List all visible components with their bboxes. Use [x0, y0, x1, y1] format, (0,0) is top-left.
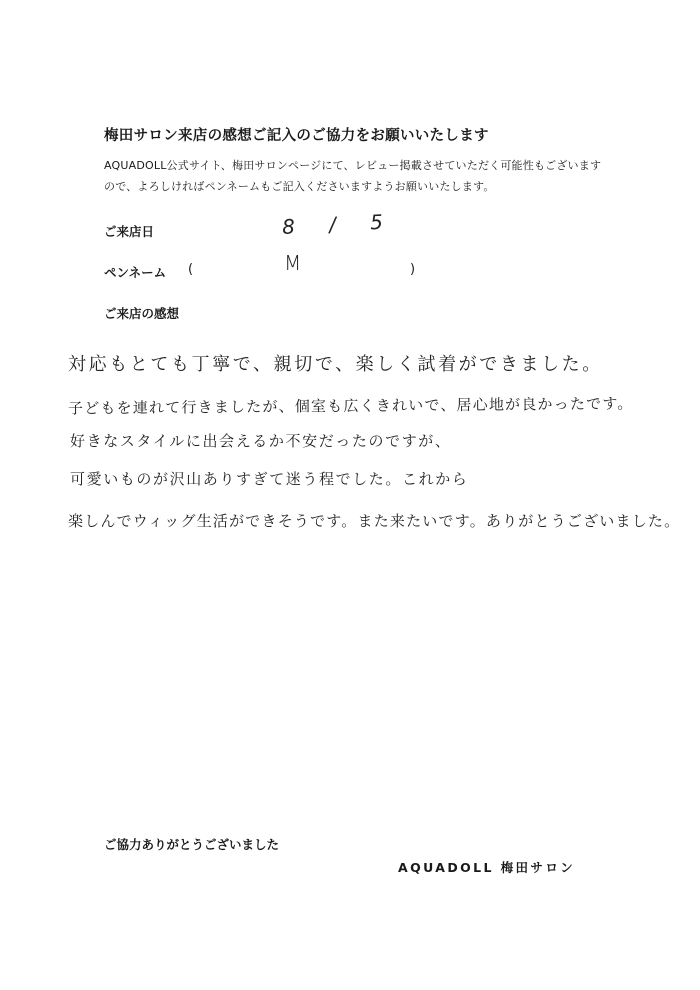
comment-line: 対応もとても丁寧で、親切で、楽しく試着ができました。: [68, 354, 603, 375]
comment-line: 楽しんでウィッグ生活ができそうです。また来たいです。ありがとうございました。: [68, 512, 681, 530]
penname-label: ペンネーム: [104, 265, 167, 280]
form-intro-text: AQUADOLL公式サイト、梅田サロンページにて、レビュー掲載させていただく可能性もございますので、よろしければペンネームもご記入くださいますようお願いいたします。: [104, 159, 602, 193]
penname-paren-open: (: [188, 262, 194, 277]
form-title: 梅田サロン来店の感想ご記入のご協力をお願いいたします: [104, 128, 489, 144]
closing-thanks: ご協力ありがとうございました: [104, 837, 280, 852]
comment-line: 好きなスタイルに出会えるか不安だったのですが、: [70, 432, 452, 450]
comment-line: 可愛いものが沢山ありすぎて迷う程でした。これから: [70, 470, 469, 488]
penname-handwritten-value: M: [284, 251, 302, 275]
comment-line: 子どもを連れて行きましたが、個室も広くきれいで、居心地が良かったです。: [67, 394, 634, 418]
visit-date-label: ご来店日: [104, 224, 155, 239]
salon-signature: AQUADOLL 梅田サロン: [398, 860, 576, 875]
penname-paren-close: ): [410, 262, 416, 277]
impression-label: ご来店の感想: [104, 306, 180, 321]
visit-date-handwritten-value: 8 / 5: [281, 209, 398, 239]
